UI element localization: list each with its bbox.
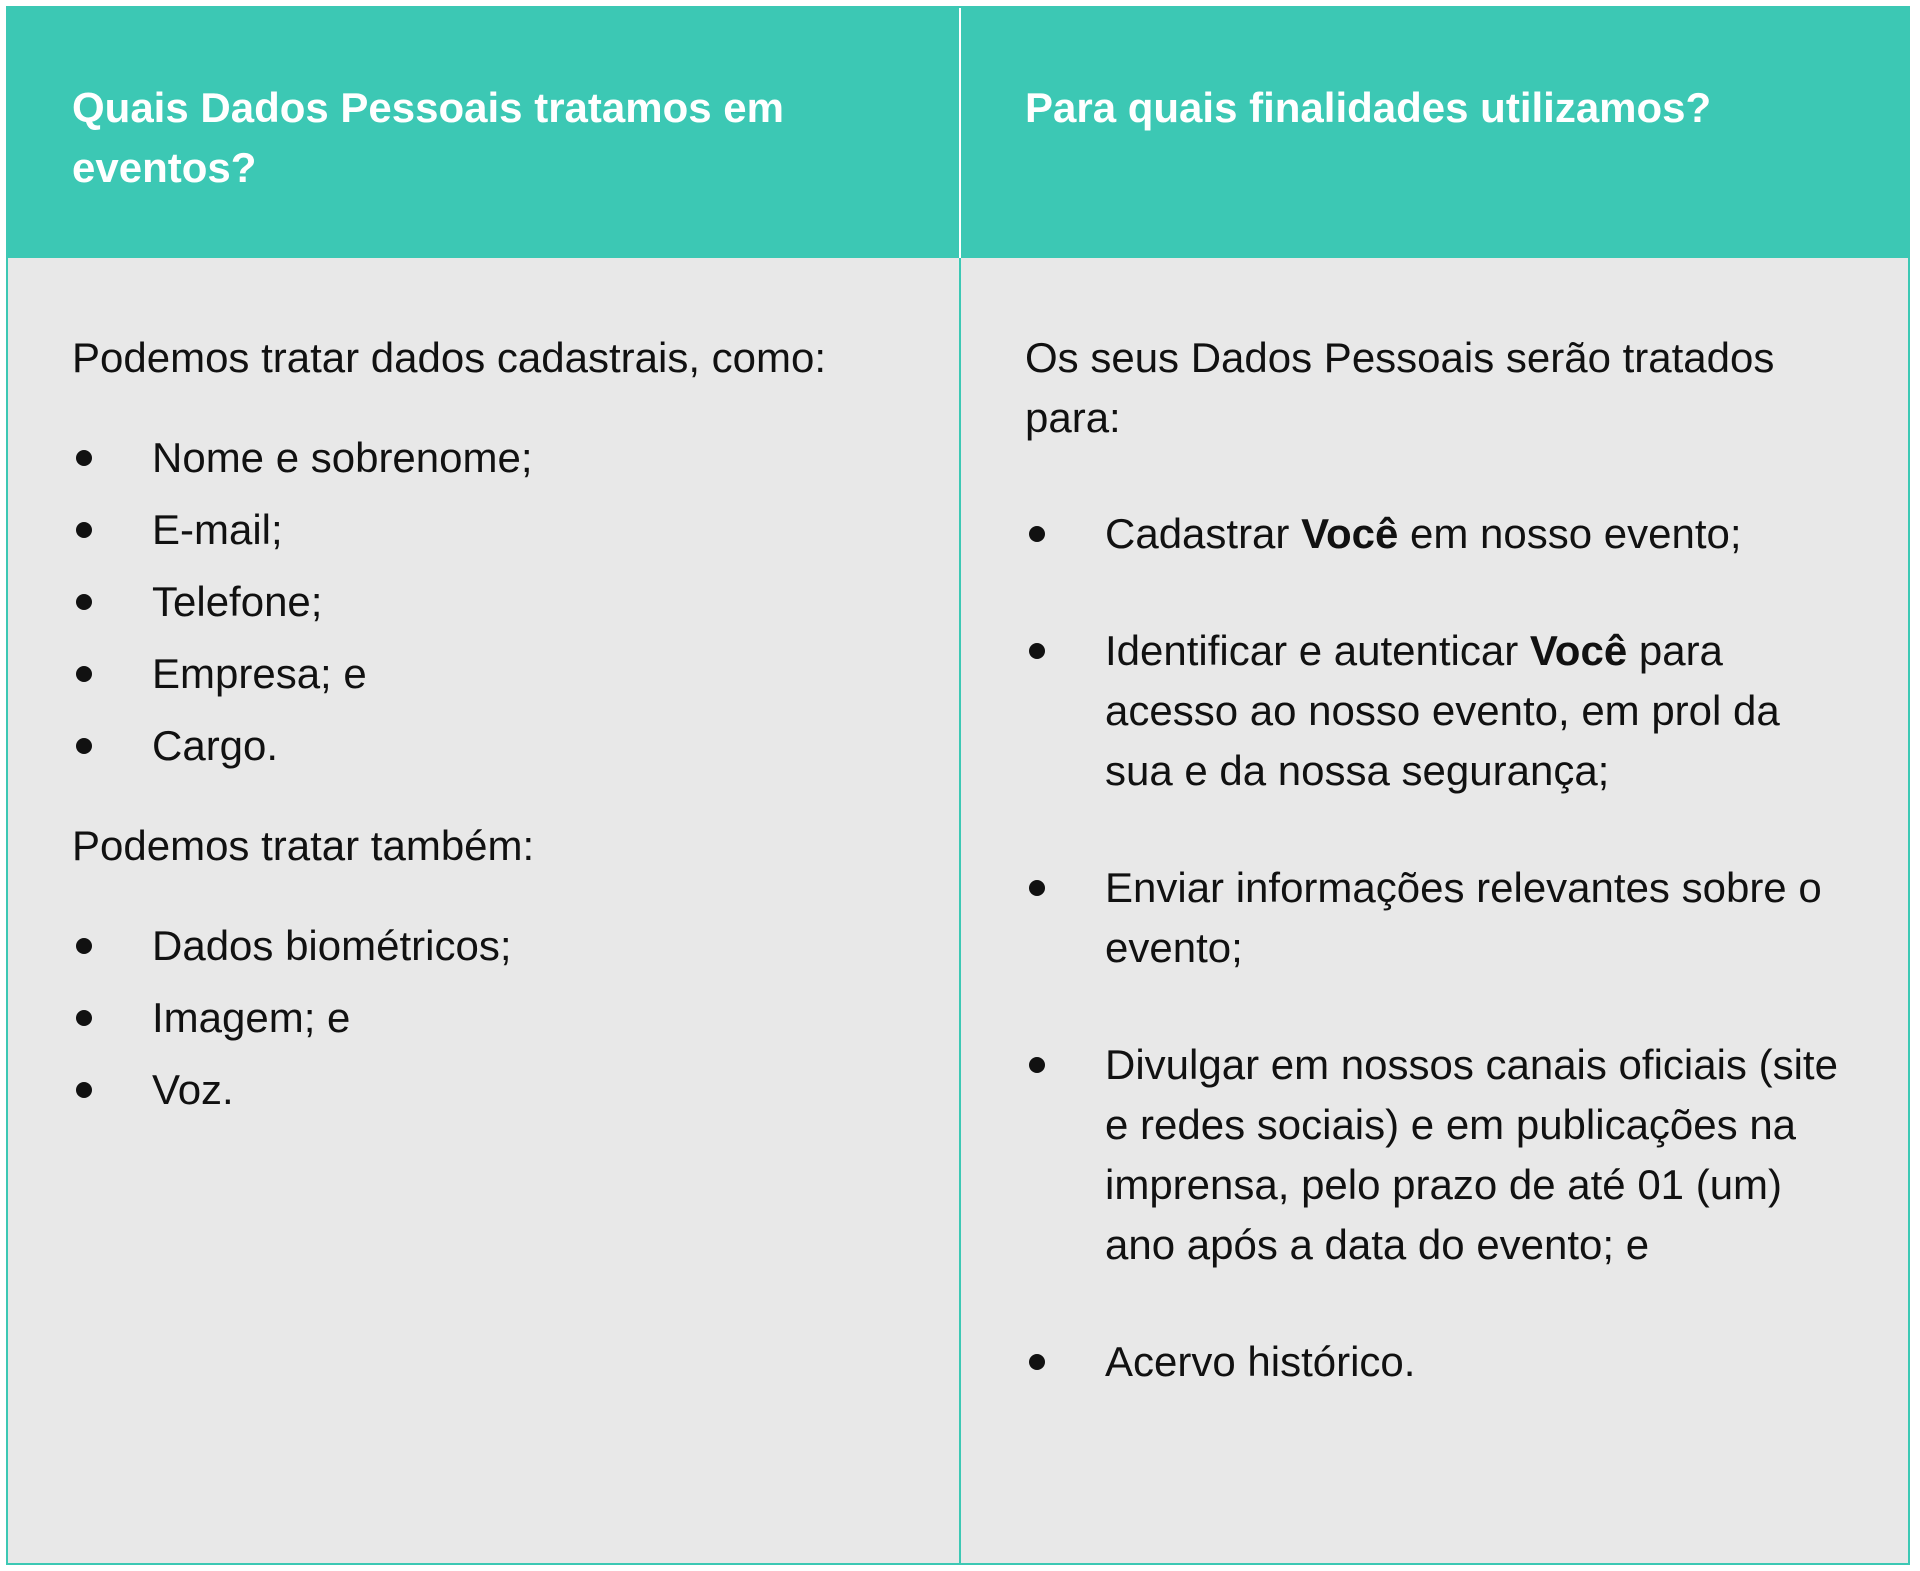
list-item: Acervo histórico. [1025,1332,1848,1392]
bullet-icon [76,1082,92,1098]
bullet-icon [76,522,92,538]
list-item: Telefone; [72,572,899,632]
bullet-icon [76,666,92,682]
bullet-icon [76,450,92,466]
bullet-icon [1029,880,1045,896]
bullet-icon [76,738,92,754]
bullet-icon [1029,526,1045,542]
list-item: Imagem; e [72,988,899,1048]
list-item: Cargo. [72,716,899,776]
registration-data-list [72,428,899,776]
purposes-cell [959,258,1908,1563]
list-item: Voz. [72,1060,899,1120]
bullet-icon [1029,1057,1045,1073]
list-item: Cadastrar Você em nosso evento; [1025,504,1848,564]
list-item: Divulgar em nossos canais oficiais (site e redes sociais) e em publicações na imprensa, pelo prazo de até 01 (um) ano após a data do evento; e [1025,1035,1848,1275]
bullet-icon [1029,643,1045,659]
list-item: Enviar informações relevantes sobre o evento; [1025,858,1848,978]
header-personal-data: Quais Dados Pessoais tratamos em eventos? [8,8,959,258]
purposes-intro: Os seus Dados Pessoais serão tratados para: [1025,334,1775,441]
bullet-icon [76,594,92,610]
bullet-icon [1029,1354,1045,1370]
list-item: E-mail; [72,500,899,560]
header-purposes: Para quais finalidades utilizamos? [959,8,1908,258]
list-item: Empresa; e [72,644,899,704]
data-table [6,6,1910,1565]
list-item: Dados biométricos; [72,916,899,976]
bullet-icon [76,938,92,954]
personal-data-cell [8,258,959,1563]
additional-data-intro: Podemos tratar também: [72,822,535,869]
purposes-list [1025,504,1848,1392]
bullet-icon [76,1010,92,1026]
registration-data-intro: Podemos tratar dados cadastrais, como: [72,334,827,381]
list-item: Nome e sobrenome; [72,428,899,488]
list-item: Identificar e autenticar Você para acesso ao nosso evento, em prol da sua e da nossa segurança; [1025,621,1848,801]
additional-data-list [72,916,899,1120]
